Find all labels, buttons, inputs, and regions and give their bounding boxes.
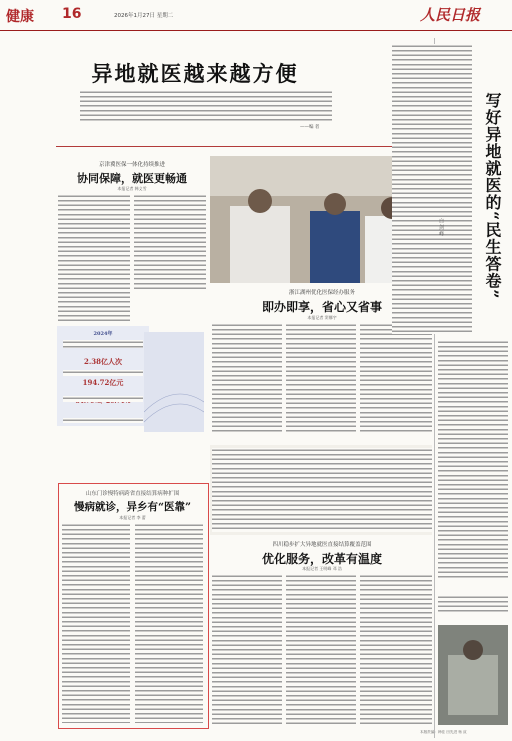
page-header <box>0 0 512 31</box>
story2-kicker: 浙江湖州优化医保经办服务 <box>288 290 355 296</box>
info-graphic <box>57 326 149 426</box>
story3-body-col2 <box>135 523 203 723</box>
info-stat1: 2.38亿人次 <box>83 357 123 366</box>
story2-body-col1 <box>212 323 282 433</box>
info-line <box>63 370 143 376</box>
info-line <box>63 340 143 348</box>
story4-headline: 优化服务，改革有温度 <box>261 552 382 566</box>
info-line <box>63 418 143 423</box>
story1-body-col2 <box>134 194 206 289</box>
newspaper-logo: 人民日报 <box>420 6 481 24</box>
story2-byline: 本报记者 窦娜宇 <box>307 315 337 320</box>
commentary-note <box>438 595 508 615</box>
story2-body-col3 <box>360 323 432 433</box>
commentary-body-bottom <box>438 340 508 580</box>
info-year: 2024年 <box>93 331 113 337</box>
info-graphic-panel <box>144 332 204 432</box>
photo-bottom-right <box>438 625 508 725</box>
story3-byline: 本报记者 李 蕾 <box>119 515 146 520</box>
story3-headline: 慢病就诊，异乡有“医靠” <box>73 501 192 513</box>
mesh-decoration <box>144 332 204 432</box>
story1-body-col1 <box>58 194 130 322</box>
page-title: 异地就医越来越方便 <box>91 61 299 86</box>
issue-date: 2026年1月27日 星期二 <box>114 13 174 19</box>
story4-body-col1 <box>212 574 282 724</box>
story3-kicker: 山东门诊慢特病跨省直接结算病种扩围 <box>85 491 180 497</box>
commentary-author: 白 剑 峰 <box>438 218 444 237</box>
photo-illustration <box>438 625 508 725</box>
story4-body-col3 <box>360 574 432 724</box>
editor-note <box>80 90 332 122</box>
story4-kicker: 四川稳步扩大异地就医直接结算覆盖范围 <box>272 542 372 548</box>
story2-headline: 即办即享，省心又省事 <box>261 300 382 314</box>
story1-byline: 本报记者 韩义雪 <box>117 186 147 191</box>
photo-credit: 本版责编：韩佳 田先进 杨 渲 <box>420 730 467 734</box>
commentary-body-top <box>392 44 472 334</box>
editor-note-byline: ——编 者 <box>300 125 320 130</box>
story4-byline: 本报记者 王明峰 邓 浩 <box>302 566 342 571</box>
story3-body-col1 <box>62 523 130 723</box>
section-name: 健康 <box>6 9 34 25</box>
story2-body-col2 <box>286 323 356 433</box>
commentary-title: 写好异地就医的“民生答卷” <box>483 92 502 300</box>
story1-kicker: 京津冀医保一体化持续推进 <box>98 162 165 168</box>
story2-continued-text <box>212 448 432 532</box>
info-line <box>63 396 143 402</box>
page-number: 16 <box>62 6 82 22</box>
info-stat2: 194.72亿元 <box>82 378 124 387</box>
story1-headline: 协同保障，就医更畅通 <box>77 172 187 185</box>
story4-body-col2 <box>286 574 356 724</box>
divider <box>56 146 434 147</box>
